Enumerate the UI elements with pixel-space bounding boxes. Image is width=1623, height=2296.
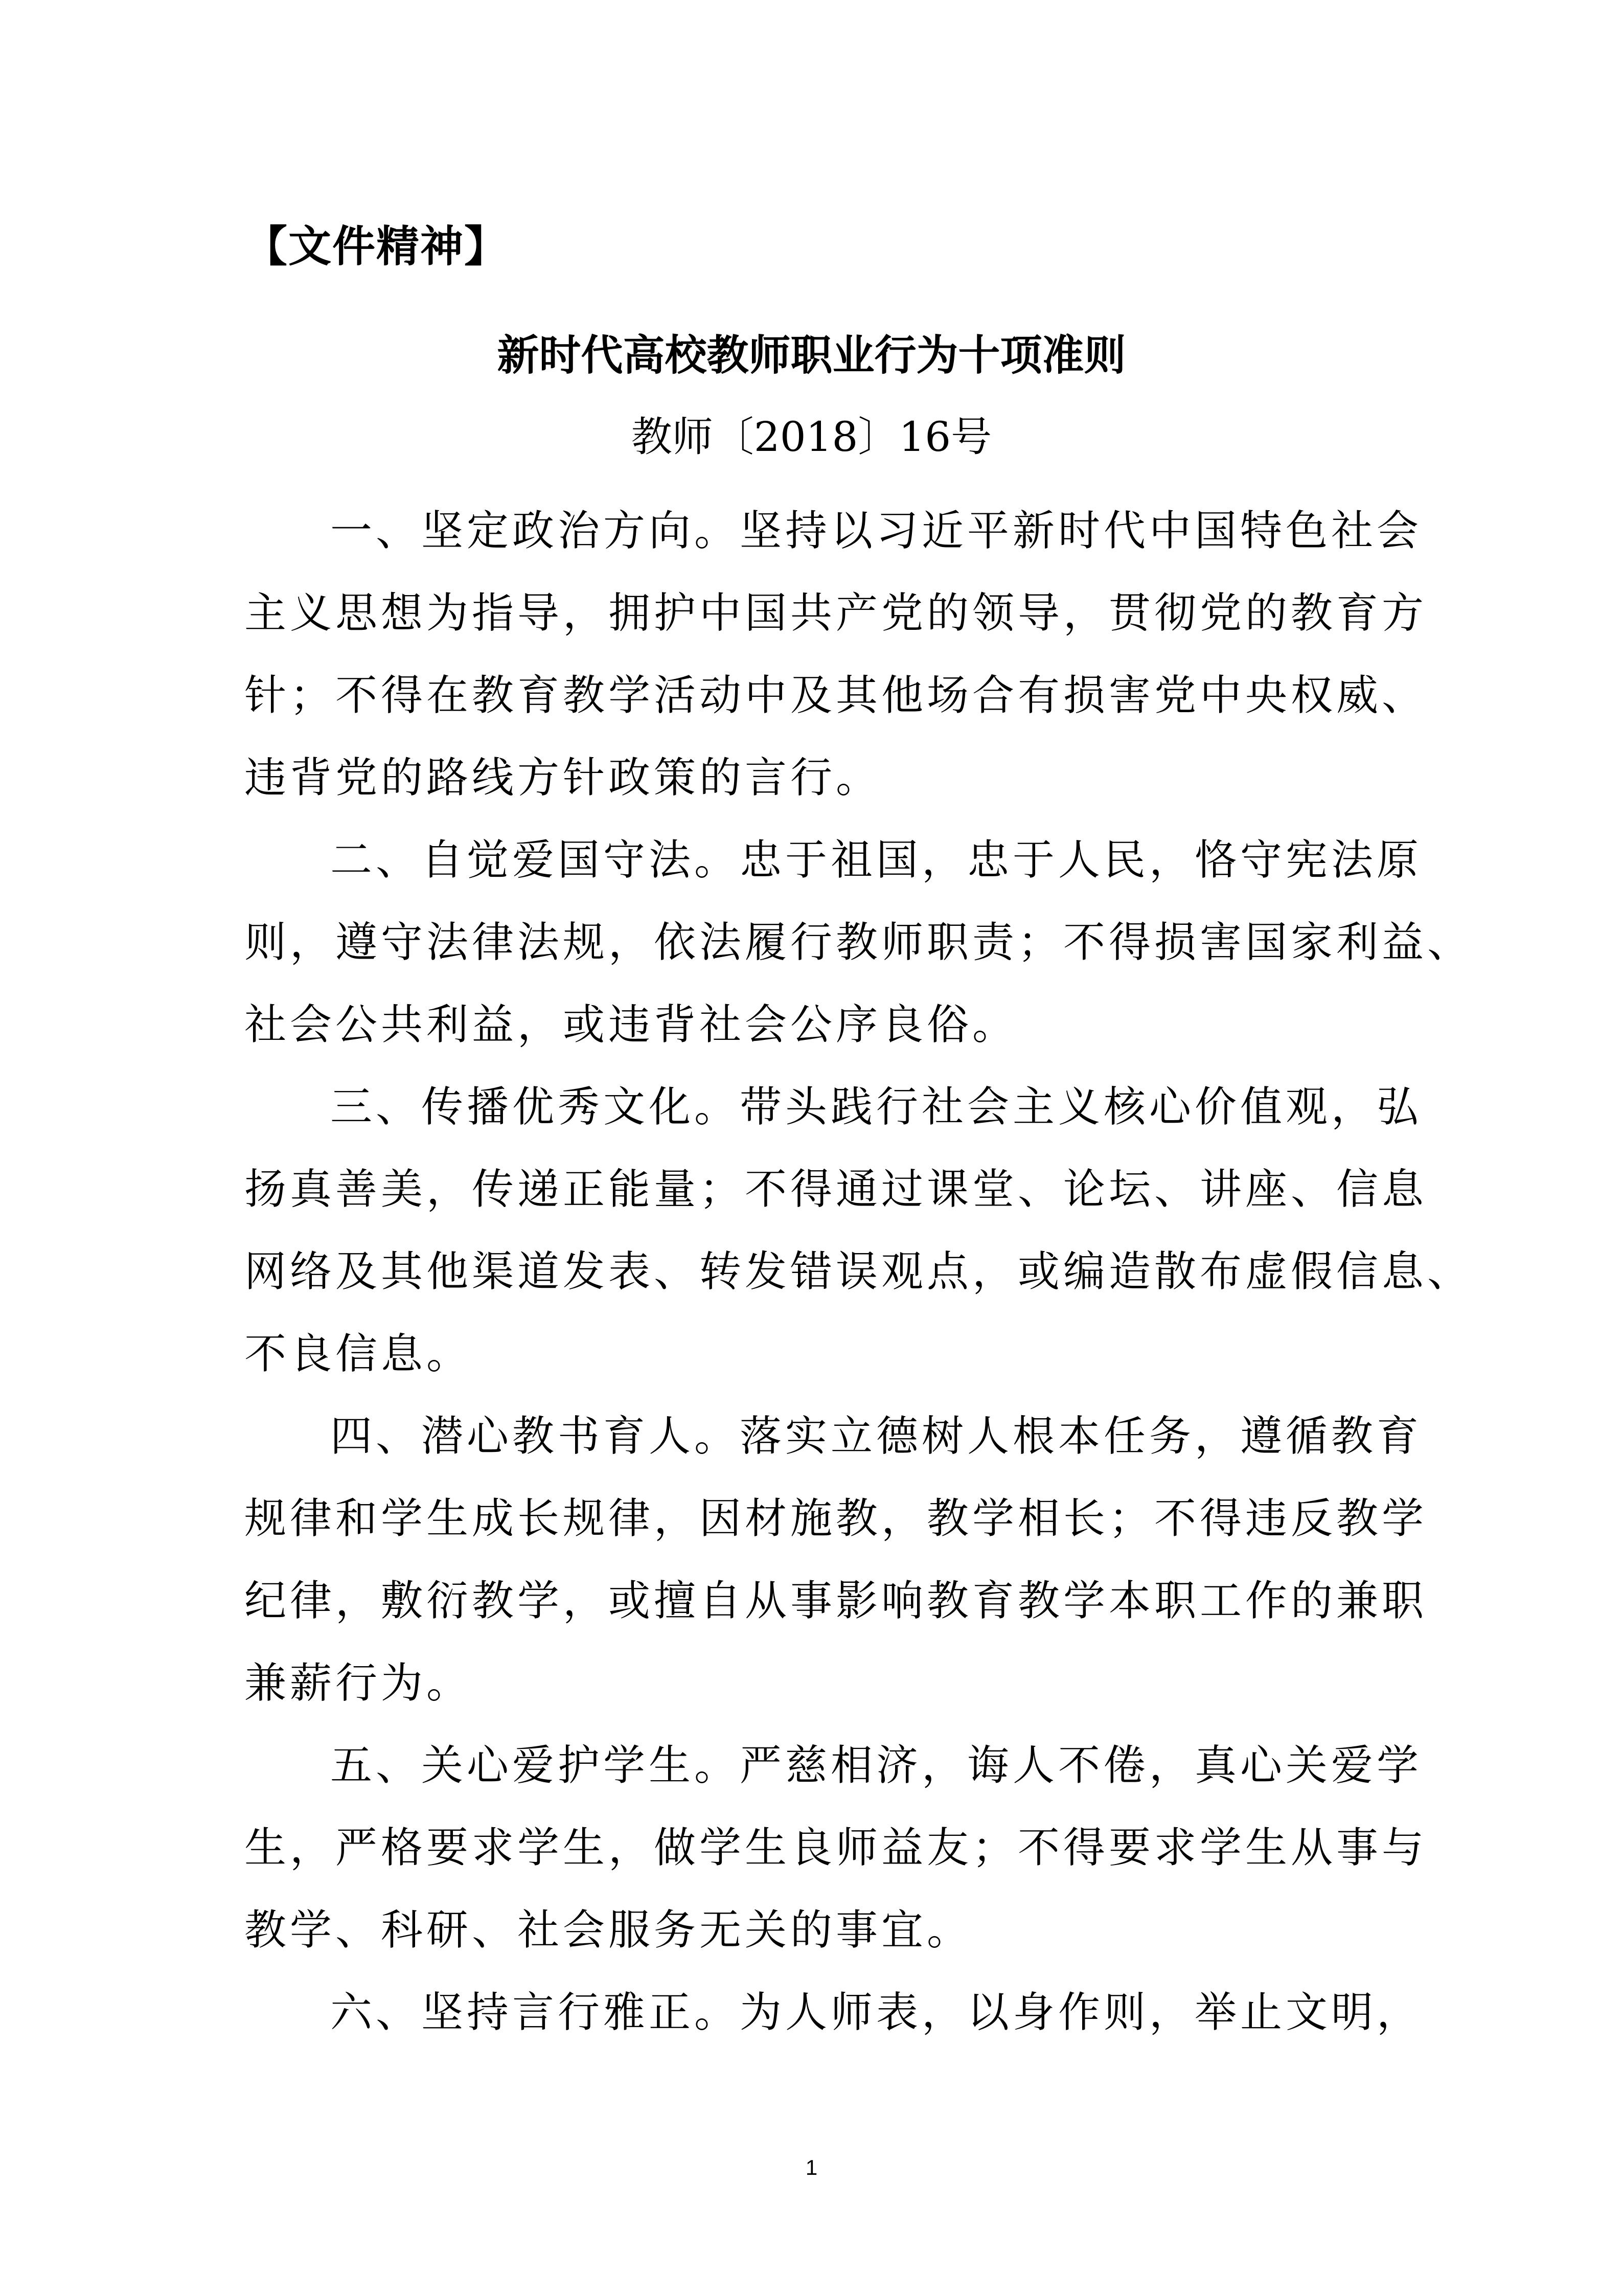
- text-line: 网络及其他渠道发表、转发错误观点，或编造散布虚假信息、: [244, 1247, 1473, 1296]
- text-line: 四、潜心教书育人。落实立德树人根本任务，遵循教育: [330, 1412, 1423, 1461]
- paragraph-2: [244, 819, 1473, 1066]
- text-line: 兼薪行为。: [244, 1659, 472, 1708]
- text-line: 二、自觉爱国守法。忠于祖国，忠于人民，恪守宪法原: [330, 836, 1423, 884]
- section-label: 【文件精神】: [244, 221, 509, 271]
- paragraph-1: [244, 490, 1428, 819]
- text-line: 生，严格要求学生，做学生良师益友；不得要求学生从事与: [244, 1824, 1428, 1872]
- text-line: 教学、科研、社会服务无关的事宜。: [244, 1906, 973, 1954]
- page-number: 1: [805, 2155, 818, 2179]
- text-line: 不良信息。: [244, 1330, 472, 1378]
- paragraph-5: [244, 1724, 1428, 1971]
- paragraph-6: [244, 1971, 1423, 2054]
- paragraph-4: [244, 1395, 1428, 1724]
- text-line: 纪律，敷衍教学，或擅自从事影响教育教学本职工作的兼职: [244, 1577, 1428, 1625]
- text-line: 社会公共利益，或违背社会公序良俗。: [244, 1001, 1018, 1049]
- text-line: 三、传播优秀文化。带头践行社会主义核心价值观，弘: [330, 1083, 1423, 1131]
- text-line: 六、坚持言行雅正。为人师表，以身作则，举止文明，: [330, 1988, 1423, 2037]
- paragraph-3: [244, 1066, 1473, 1395]
- text-line: 扬真善美，传递正能量；不得通过课堂、论坛、讲座、信息: [244, 1165, 1428, 1214]
- text-line: 五、关心爱护学生。严慈相济，诲人不倦，真心关爱学: [330, 1741, 1423, 1790]
- text-line: 主义思想为指导，拥护中国共产党的领导，贯彻党的教育方: [244, 589, 1428, 638]
- document-number: 教师〔2018〕16号: [631, 413, 992, 461]
- body-text: [244, 490, 1473, 2054]
- text-line: 则，遵守法律法规，依法履行教师职责；不得损害国家利益、: [244, 918, 1473, 967]
- text-line: 违背党的路线方针政策的言行。: [244, 754, 882, 802]
- text-line: 针；不得在教育教学活动中及其他场合有损害党中央权威、: [244, 671, 1428, 720]
- text-line: 一、坚定政治方向。坚持以习近平新时代中国特色社会: [330, 507, 1423, 555]
- text-line: 规律和学生成长规律，因材施教，教学相长；不得违反教学: [244, 1494, 1428, 1543]
- document-title: 新时代高校教师职业行为十项准则: [497, 331, 1126, 380]
